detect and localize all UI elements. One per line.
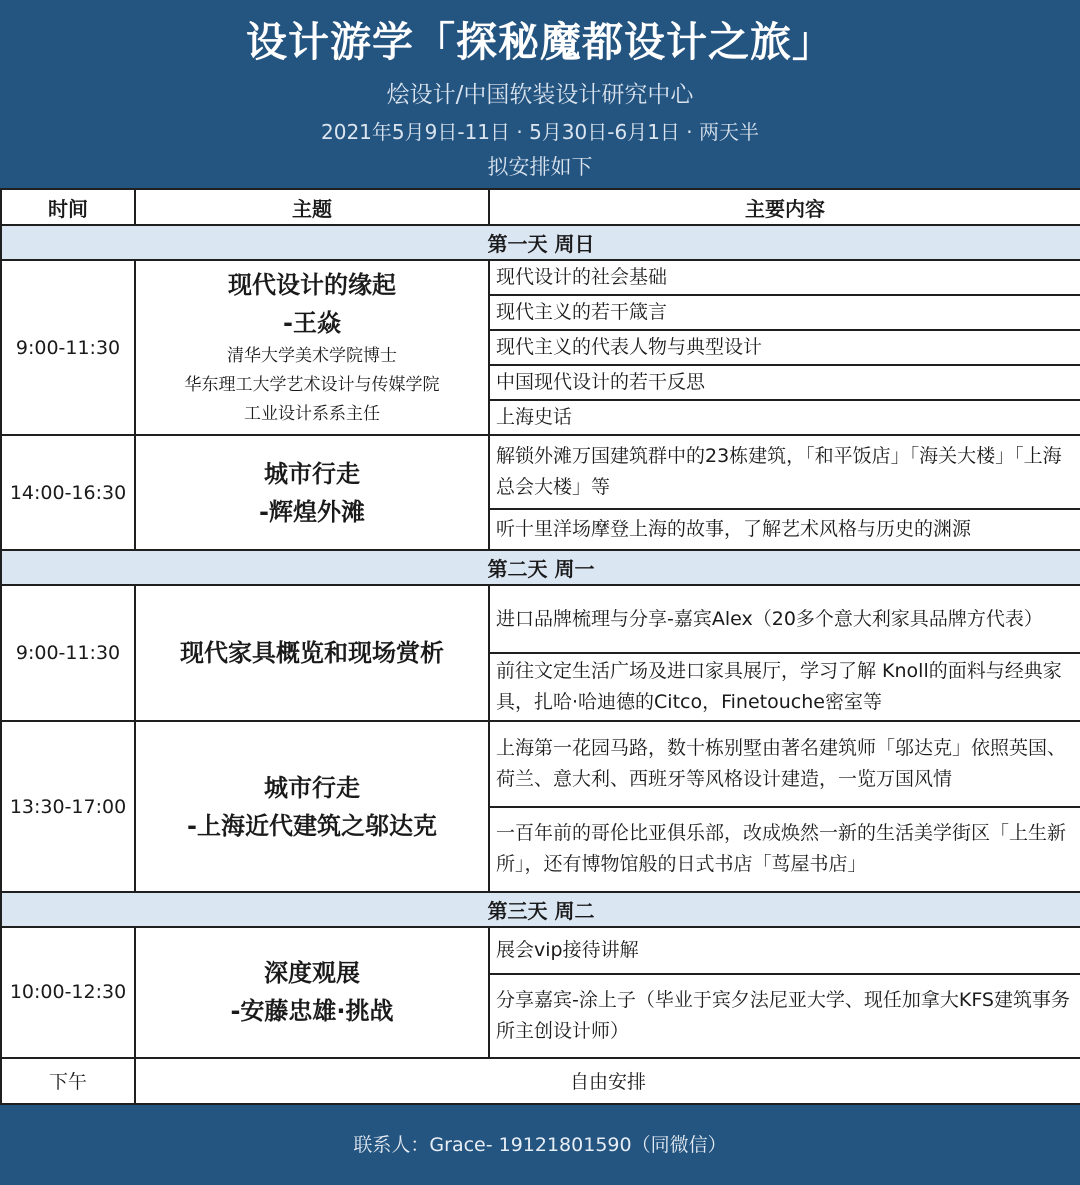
topic-line: 城市行走	[264, 773, 360, 802]
topic-line: -安藤忠雄·挑战	[230, 997, 394, 1026]
page-title: 设计游学「探秘魔都设计之旅」	[246, 18, 834, 66]
topic-line: 城市行走	[264, 459, 360, 488]
content-item: 听十里洋场摩登上海的故事，了解艺术风格与历史的渊源	[489, 509, 1080, 550]
session-time: 下午	[1, 1058, 135, 1104]
topic-line: 深度观展	[264, 959, 360, 988]
topic-line: -辉煌外滩	[259, 497, 365, 526]
session-topic	[135, 927, 489, 1058]
table-row	[1, 435, 1080, 509]
topic-line: 现代家具概览和现场赏析	[180, 639, 444, 668]
free-arrangement: 自由安排	[135, 1058, 1080, 1104]
contact-footer	[0, 1105, 1080, 1185]
column-header-content: 主要内容	[489, 189, 1080, 225]
content-item: 上海史话	[489, 400, 1080, 435]
table-row	[1, 260, 1080, 295]
table-row	[1, 1058, 1080, 1104]
content-item: 现代主义的若干箴言	[489, 295, 1080, 330]
table-header-row	[1, 189, 1080, 225]
schedule-note: 拟安排如下	[487, 155, 593, 179]
session-topic	[135, 585, 489, 721]
topic-line: -上海近代建筑之邬达克	[187, 811, 437, 840]
session-time: 9:00-11:30	[1, 260, 135, 435]
speaker-info: 华东理工大学艺术设计与传媒学院	[184, 375, 440, 396]
speaker-info: 工业设计系系主任	[244, 404, 380, 425]
content-item: 展会vip接待讲解	[489, 927, 1080, 974]
content-item: 进口品牌梳理与分享-嘉宾Alex（20多个意大利家具品牌方代表）	[489, 585, 1080, 653]
session-time: 9:00-11:30	[1, 585, 135, 721]
session-topic	[135, 260, 489, 435]
day-row	[1, 892, 1080, 927]
content-item: 前往文定生活广场及进口家具展厅，学习了解 Knoll的面料与经典家具，扎哈·哈迪德的Citco，Finetouche密室等	[489, 653, 1080, 721]
table-row	[1, 585, 1080, 653]
content-item: 中国现代设计的若干反思	[489, 365, 1080, 400]
content-item: 一百年前的哥伦比亚俱乐部，改成焕然一新的生活美学街区「上生新所」，还有博物馆般的日式书店「茑屋书店」	[489, 807, 1080, 892]
speaker-info: 清华大学美术学院博士	[227, 346, 397, 367]
day-row	[1, 550, 1080, 585]
day-row	[1, 225, 1080, 260]
header-banner	[0, 0, 1080, 188]
content-item: 解锁外滩万国建筑群中的23栋建筑，「和平饭店」「海关大楼」「上海总会大楼」等	[489, 435, 1080, 509]
session-time: 13:30-17:00	[1, 721, 135, 891]
contact-text: 联系人：Grace- 19121801590（同微信）	[353, 1134, 727, 1156]
content-item: 上海第一花园马路，数十栋别墅由著名建筑师「邬达克」依照英国、荷兰、意大利、西班牙等风格设计建造，一览万国风情	[489, 721, 1080, 806]
column-header-time: 时间	[1, 189, 135, 225]
topic-line: -王焱	[283, 309, 341, 338]
day-label: 第二天 周一	[1, 550, 1080, 585]
session-time: 14:00-16:30	[1, 435, 135, 550]
table-row	[1, 927, 1080, 974]
column-header-topic: 主题	[135, 189, 489, 225]
topic-line: 现代设计的缘起	[228, 271, 396, 300]
organizer-text: 烩设计/中国软装设计研究中心	[386, 82, 694, 108]
content-item: 分享嘉宾-涂上子（毕业于宾夕法尼亚大学、现任加拿大KFS建筑事务所主创设计师）	[489, 974, 1080, 1058]
session-topic	[135, 435, 489, 550]
session-time: 10:00-12:30	[1, 927, 135, 1058]
day-label: 第三天 周二	[1, 892, 1080, 927]
dates-text: 2021年5月9日-11日 · 5月30日-6月1日 · 两天半	[321, 120, 759, 144]
schedule-table	[0, 188, 1080, 1105]
table-row	[1, 721, 1080, 806]
day-label: 第一天 周日	[1, 225, 1080, 260]
content-item: 现代主义的代表人物与典型设计	[489, 330, 1080, 365]
session-topic	[135, 721, 489, 891]
content-item: 现代设计的社会基础	[489, 260, 1080, 295]
